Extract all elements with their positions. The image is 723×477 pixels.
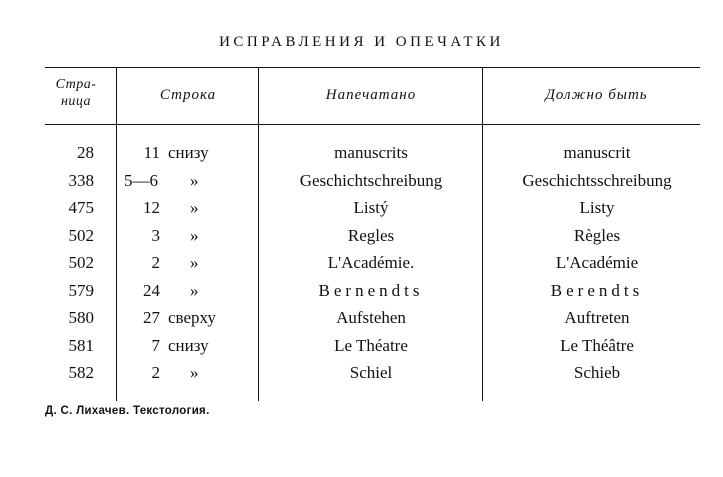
header-page-line2: ница	[60, 94, 92, 109]
cell-page: 579	[68, 280, 94, 300]
table-body	[0, 143, 723, 391]
cell-line-note: »	[190, 253, 199, 272]
cell-should-be: Règles	[573, 225, 621, 245]
table-row	[0, 336, 723, 364]
cell-printed: Listý	[353, 198, 389, 217]
cell-line-number: 5—6	[124, 170, 158, 190]
table-row	[0, 226, 723, 254]
cell-line-note: »	[190, 198, 199, 217]
header-line: Строка	[159, 87, 217, 103]
cell-line-note: снизу	[168, 335, 209, 355]
cell-should-be: Geschichtsschreibung	[522, 170, 672, 190]
cell-should-be: Listy	[579, 198, 615, 217]
table-row	[0, 198, 723, 226]
cell-line-number: 2	[151, 253, 160, 272]
cell-should-be: L'Académie	[555, 253, 639, 272]
cell-page: 475	[68, 198, 94, 217]
cell-line-number: 24	[143, 280, 160, 300]
header-printed: Напечатано	[325, 87, 417, 103]
page-title: ИСПРАВЛЕНИЯ И ОПЕЧАТКИ	[219, 34, 504, 50]
header-page-line1: Стра-	[55, 77, 97, 92]
cell-printed: manuscrits	[334, 143, 408, 162]
cell-page: 502	[68, 225, 94, 245]
cell-should-be: Le Théâtre	[560, 335, 634, 355]
cell-printed: Le Théatre	[334, 335, 408, 355]
cell-page: 28	[77, 143, 94, 162]
cell-should-be: manuscrit	[563, 143, 631, 162]
cell-printed: Bernendts	[318, 280, 424, 300]
table-top-rule	[45, 67, 700, 68]
cell-line-number: 2	[151, 363, 160, 382]
header-page	[46, 76, 106, 110]
table-row	[0, 281, 723, 309]
cell-printed: Aufstehen	[336, 308, 406, 327]
cell-printed: L'Académie.	[327, 253, 415, 272]
table-row	[0, 308, 723, 336]
header-should-be: Должно быть	[545, 87, 648, 103]
cell-line-note: снизу	[168, 143, 209, 162]
table-row	[0, 253, 723, 281]
table-row	[0, 363, 723, 391]
cell-line-number: 7	[151, 335, 160, 355]
cell-line-note: »	[190, 363, 199, 382]
cell-should-be: Auftreten	[564, 308, 630, 327]
cell-page: 582	[68, 363, 94, 382]
table-row	[0, 171, 723, 199]
cell-line-number: 12	[143, 198, 160, 217]
cell-page: 338	[68, 170, 94, 190]
cell-line-number: 27	[143, 308, 160, 327]
cell-printed: Geschichtschreibung	[299, 170, 443, 190]
cell-printed: Regles	[347, 225, 395, 245]
cell-line-number: 11	[143, 143, 160, 162]
cell-line-note: »	[190, 280, 199, 300]
cell-should-be: Schieb	[573, 363, 621, 382]
table-row	[0, 143, 723, 171]
cell-page: 580	[68, 308, 94, 327]
cell-page: 502	[68, 253, 94, 272]
cell-line-note: »	[190, 225, 199, 245]
cell-should-be: Berendts	[550, 280, 644, 300]
cell-printed: Schiel	[349, 363, 393, 382]
footer-signature: Д. С. Лихачев. Текстология.	[45, 405, 210, 417]
cell-line-note: »	[190, 170, 199, 190]
cell-page: 581	[68, 335, 94, 355]
table-header-rule	[45, 124, 700, 125]
cell-line-number: 3	[151, 225, 160, 245]
cell-line-note: сверху	[168, 308, 216, 327]
